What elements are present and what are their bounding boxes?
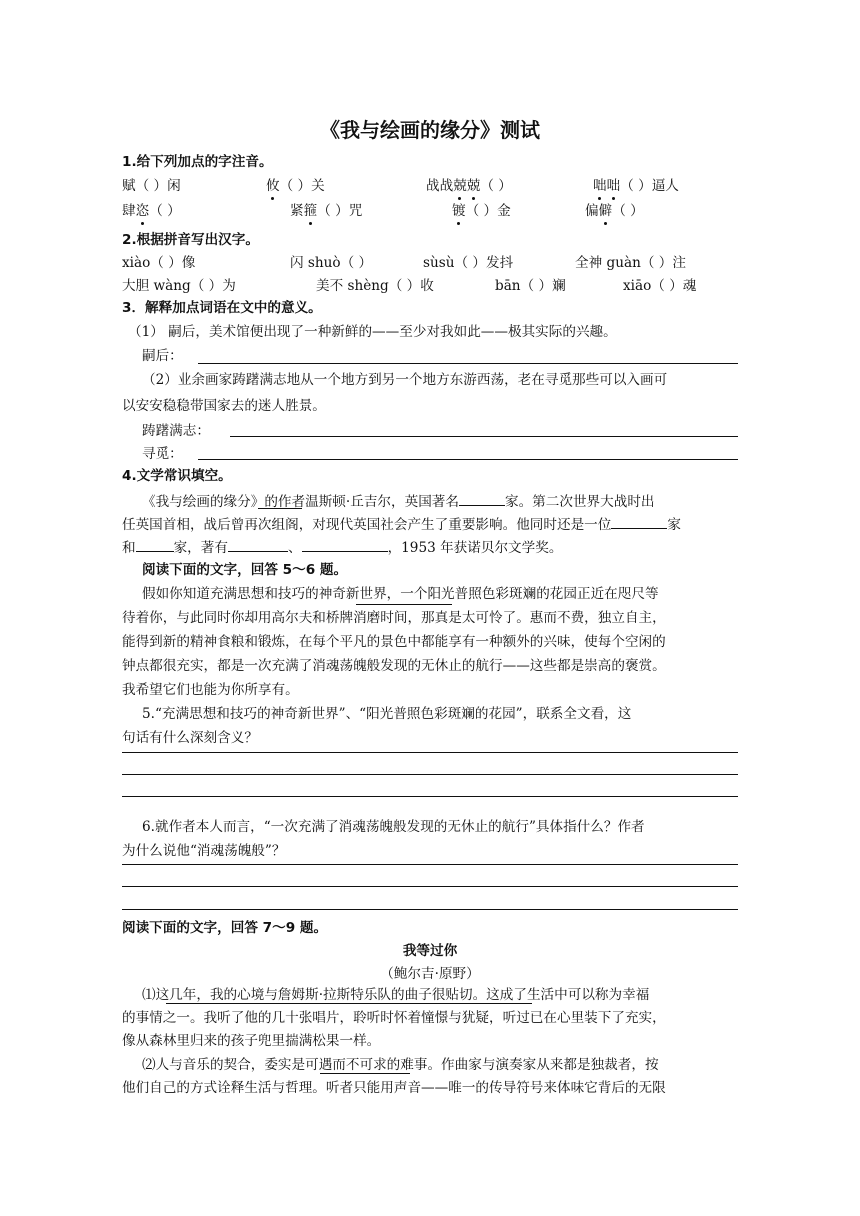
answer-line [122,796,738,797]
q3-label-xunmi: 寻觅： [142,446,183,462]
answer-line [230,436,738,437]
q1-item: 攸（ ）关 [266,178,325,194]
q3-sentence-2b: 以安安稳稳带国家去的迷人胜景。 [122,398,326,414]
q2-item: 大胆 wàng（ ）为 [122,278,236,294]
answer-line [122,864,738,865]
page-title: 《我与绘画的缘分》测试 [320,118,540,142]
answer-line [122,774,738,775]
answer-line [122,752,738,753]
essay-author: （鲍尔吉·原野） [380,966,480,982]
q3-heading: 3．解释加点词语在文中的意义。 [122,300,322,316]
q2-item: 美不 shèng（ ）收 [316,278,434,294]
fill-blank [459,490,505,506]
q1-item: 肆恣（ ） [122,203,181,219]
q3-sentence-1: （1） 嗣后，美术馆便出现了一种新鲜的——至少对我如此——极其实际的兴趣。 [128,324,617,340]
essay-para-line: ⑵人与音乐的契合，委实是可遇而不可求的难事。作曲家与演奏家从来都是独裁者，按 [142,1057,659,1073]
q2-item: 闪 shuò（ ） [290,255,373,271]
q2-heading: 2.根据拼音写出汉字。 [122,232,259,248]
q1-item-blank: （ ） [135,178,168,194]
underline-mark [166,1003,532,1004]
q1-item: 偏僻（ ） [585,203,644,219]
underline-mark [356,604,452,605]
essay-para-line: 像从森林里归来的孩子兜里揣满松果一样。 [122,1033,381,1049]
essay-para-line: 他们自己的方式诠释生活与哲理。听者只能用声音——唯一的传导符号来体味它背后的无限 [122,1080,666,1096]
reading1-para-line: 能得到新的精神食粮和锻炼，在每个平凡的景色中都能享有一种额外的兴味，使每个空闲的 [122,634,666,650]
reading1-para-line: 我希望它们也能为你所享有。 [122,682,299,698]
q1-item: 赋（ ）闲 [122,178,181,194]
q4-line-3: 和 家，著有 、 ，1953 年获诺贝尔文学奖。 [122,536,562,558]
q2-item: 全神 guàn（ ）注 [575,255,686,271]
fill-blank [302,536,388,552]
fill-blank [136,536,174,552]
reading1-para-line: 待着你，与此同时你却用高尔夫和桥牌消磨时间，那真是太可怜了。惠而不费，独立自主， [122,610,666,626]
q4-line-2: 任英国首相，战后曾再次组阁，对现代英国社会产生了重要影响。他同时还是一位 家 [122,513,681,535]
answer-line [122,886,738,887]
q5-text: 句话有什么深刻含义？ [122,730,258,746]
q6-text: 为什么说他“消魂荡魄般”？ [122,843,286,859]
reading1-para-line: 钟点都很充实，都是一次充满了消魂荡魄般发现的无休止的航行——这些都是崇高的褒赏。 [122,658,666,674]
q3-sentence-2a: （2）业余画家踌躇满志地从一个地方到另一个地方东游西荡，老在寻觅那些可以入画可 [142,372,668,388]
q2-item: xiào（ ）像 [122,255,196,271]
fill-blank [611,513,667,529]
q1-item: 战战兢兢（ ） [426,178,512,194]
answer-line [198,459,738,460]
q3-label-chouchu: 踌躇满志： [142,423,210,439]
essay-para-line: 的事情之一。我听了他的几十张唱片，聆听时怀着憧憬与犹疑，听过已在心里装下了充实， [122,1010,666,1026]
q3-label-sihou: 嗣后： [142,348,183,364]
reading2-heading: 阅读下面的文字，回答 7～9 题。 [122,920,328,936]
answer-line [198,363,738,364]
q5-text: 5.“充满思想和技巧的神奇新世界”、“阳光普照色彩斑斓的花园”，联系全文看，这 [142,706,632,722]
reading1-heading: 阅读下面的文字，回答 5～6 题。 [142,562,348,578]
q1-item: 咄咄（ ）逼人 [593,178,679,194]
q6-text: 6.就作者本人而言，“一次充满了消魂荡魄般发现的无休止的航行”具体指什么？作者 [142,819,645,835]
q1-item: 镀（ ）金 [452,203,511,219]
q2-item: sùsù（ ）发抖 [423,255,514,271]
q2-item: bān（ ）斓 [495,278,566,294]
underline-mark [258,508,302,509]
q1-heading: 1.给下列加点的字注音。 [122,154,273,170]
q1-item: 紧箍（ ）咒 [290,203,363,219]
reading1-para-line: 假如你知道充满思想和技巧的神奇新世界，一个阳光普照色彩斑斓的花园正近在咫尺等 [142,586,659,602]
q2-item: xiāo（ ）魂 [623,278,697,294]
q4-line-1: 《我与绘画的缘分》的作者温斯顿·丘吉尔，英国著名 家。第二次世界大战时出 [142,490,655,512]
essay-para-line: ⑴这几年，我的心境与詹姆斯·拉斯特乐队的曲子很贴切。这成了生活中可以称为幸福 [142,987,650,1003]
answer-line [122,909,738,910]
underline-mark [320,1073,410,1074]
essay-title: 我等过你 [402,943,458,959]
fill-blank [228,536,288,552]
q4-heading: 4.文学常识填空。 [122,468,232,484]
